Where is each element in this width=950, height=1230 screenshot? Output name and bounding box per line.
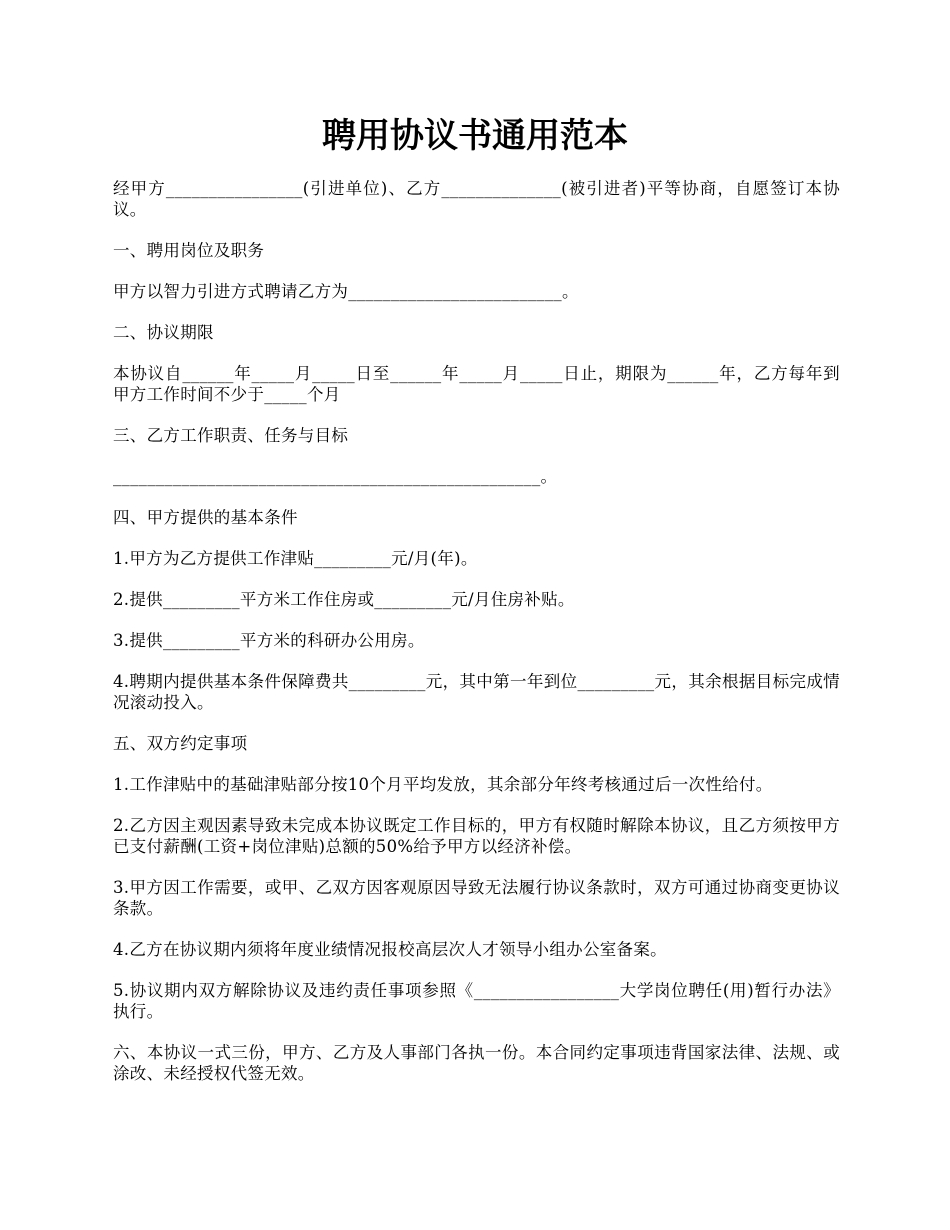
condition-item-2: 2.提供_________平方米工作住房或_________元/月住房补贴。 <box>113 590 575 609</box>
condition-item-3: 3.提供_________平方米的科研办公用房。 <box>113 631 425 650</box>
agreement-item-3: 3.甲方因工作需要，或甲、乙双方因客观原因导致无法履行协议条款时，双方可通过协商变更协议条款。 <box>113 878 840 918</box>
term-paragraph: 本协议自______年_____月_____日至______年_____月_____日止，期限为______年，乙方每年到甲方工作时间不少于_____个月 <box>113 364 840 404</box>
agreement-item-1: 1.工作津贴中的基础津贴部分按10个月平均发放，其余部分年终考核通过后一次性给付。 <box>113 775 773 794</box>
condition-item-4: 4.聘期内提供基本条件保障费共_________元，其中第一年到位_________元，其余根据目标完成情况滚动投入。 <box>113 672 840 712</box>
duties-blank-line: __________________________________________________。 <box>113 467 558 486</box>
section-copies-paragraph: 六、本协议一式三份，甲方、乙方及人事部门各执一份。本合同约定事项违背国家法律、法规、或涂改、未经授权代签无效。 <box>113 1043 840 1083</box>
section-heading-conditions: 四、甲方提供的基本条件 <box>113 508 298 527</box>
section-heading-term: 二、协议期限 <box>113 323 214 342</box>
document-body <box>113 178 840 1104</box>
agreement-item-5: 5.协议期内双方解除协议及违约责任事项参照《_________________大学岗位聘任(用)暂行办法》执行。 <box>113 981 840 1021</box>
section-heading-position: 一、聘用岗位及职务 <box>113 241 265 260</box>
position-paragraph: 甲方以智力引进方式聘请乙方为_________________________。 <box>113 282 579 301</box>
condition-item-1: 1.甲方为乙方提供工作津贴_________元/月(年)。 <box>113 549 478 568</box>
section-heading-agreements: 五、双方约定事项 <box>113 734 248 753</box>
section-heading-duties: 三、乙方工作职责、任务与目标 <box>113 426 349 445</box>
agreement-item-4: 4.乙方在协议期内须将年度业绩情况报校高层次人才领导小组办公室备案。 <box>113 940 667 959</box>
intro-paragraph: 经甲方________________(引进单位)、乙方______________(被引进者)平等协商，自愿签订本协议。 <box>113 179 840 219</box>
agreement-item-2: 2.乙方因主观因素导致未完成本协议既定工作目标的，甲方有权随时解除本协议，且乙方须按甲方已支付薪酬(工资+岗位津贴)总额的50%给予甲方以经济补偿。 <box>113 816 840 856</box>
document-title: 聘用协议书通用范本 <box>322 116 628 156</box>
